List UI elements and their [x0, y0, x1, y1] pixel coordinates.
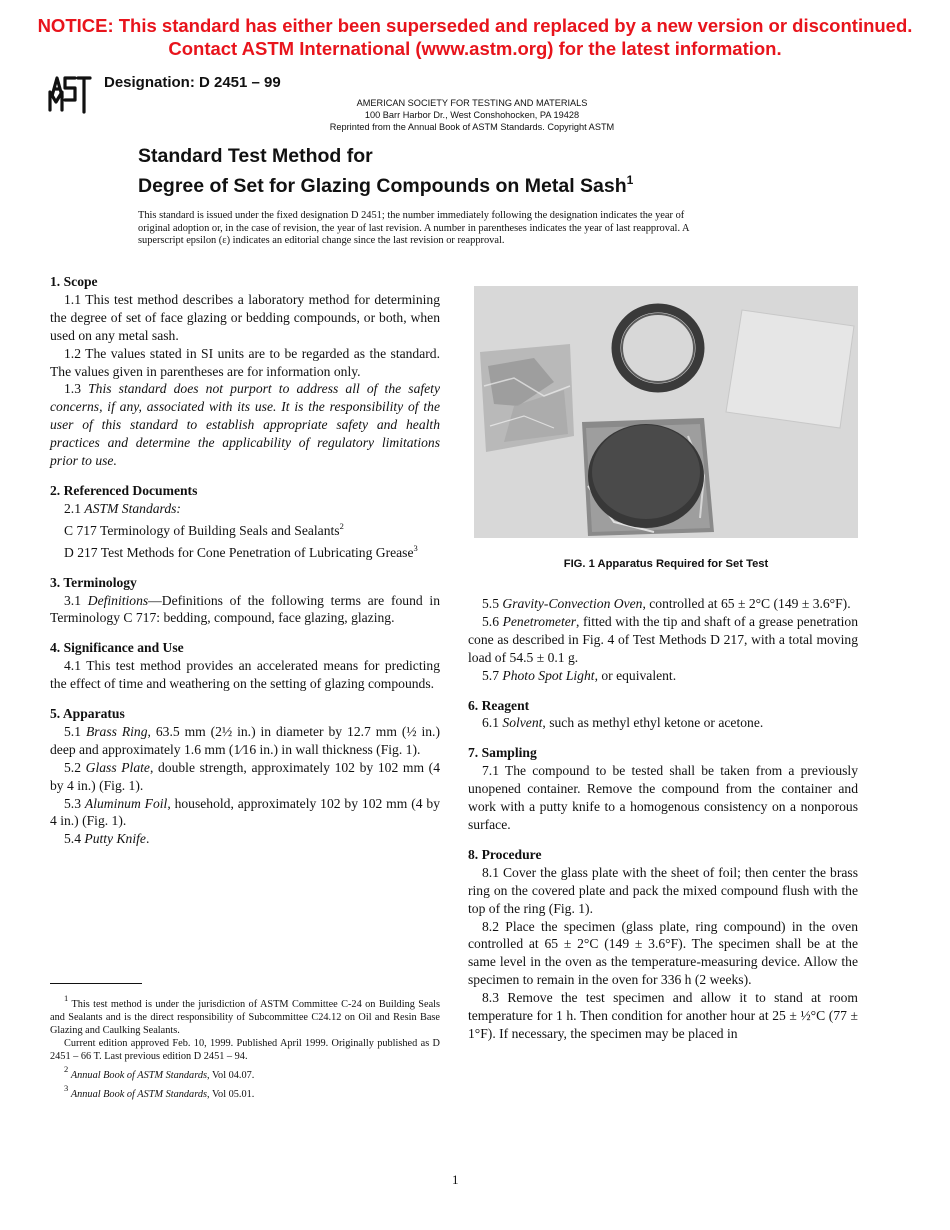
paragraph: 6.1 Solvent, such as methyl ethyl ketone or acetone. — [482, 715, 764, 731]
reference-item: D 217 Test Methods for Cone Penetration of Lubricating Grease$^3$ — [64, 542, 418, 560]
figure-caption: FIG. 1 Apparatus Required for Set Test — [563, 558, 769, 570]
paragraph: 8.2 Place the specimen (glass plate, ring compound) in the oven controlled at 65 ± 2°C (149 ± 3.6°F). The specimen shall be at the same level in the oven as the temperature-measuring device. Allow the specimen to remain in the oven for 336 h (2 weeks). — [468, 918, 858, 988]
section-heading: 3. Terminology — [50, 574, 137, 590]
paragraph: 5.5 Gravity-Convection Oven, controlled at 65 ± 2°C (149 ± 3.6°F). — [482, 596, 851, 611]
notice-line-2: Contact ASTM International (www.astm.org) for the latest information. — [168, 38, 782, 59]
section-heading: 2. Referenced Documents — [50, 482, 198, 498]
footnotes — [50, 992, 440, 1101]
title-line-1: Standard Test Method for — [138, 145, 373, 167]
paragraph: 5.6 Penetrometer, fitted with the tip and shaft of a grease penetration cone as described in Fig. 4 of Test Methods D 217, with a total moving load of 54.5 ± 0.1 g. — [468, 613, 859, 665]
paragraph: 5.3 Aluminum Foil, household, approximately 102 by 102 mm (4 by 4 in.) (Fig. 1). — [50, 795, 440, 829]
footnote: $^3$ Annual Book of ASTM Standards, Vol 05.01. — [64, 1083, 255, 1100]
footnote-rule — [50, 983, 142, 984]
reprint-notice: Reprinted from the Annual Book of ASTM Standards. Copyright ASTM — [329, 122, 615, 132]
section-heading: 4. Significance and Use — [50, 640, 184, 656]
paragraph: 1.2 The values stated in SI units are to be regarded as the standard. The values given in parentheses are for information only. — [50, 345, 440, 379]
section-heading: 7. Sampling — [468, 745, 537, 761]
footnote: $^1$ This test method is under the jurisdiction of ASTM Committee C-24 on Building Seals and Sealants and is the direct responsibility of Subcommittee C24.12 on Oil and Resin Base Glazing and Caulking Sealants. — [50, 993, 441, 1036]
footnote: Current edition approved Feb. 10, 1999. Published April 1999. Originally published as D 2451 – 66 T. Last previous edition D 2451 – 94. — [50, 1038, 440, 1062]
society-name: AMERICAN SOCIETY FOR TESTING AND MATERIALS — [356, 98, 588, 108]
paragraph: 7.1 The compound to be tested shall be taken from a previously unopened container. Remove the compound from the container and work with a putty knife to a homogenous consistency on a nonporous surface. — [468, 763, 858, 832]
right-column — [468, 595, 858, 1043]
paragraph: 1.1 This test method describes a laboratory method for determining the degree of set of face glazing or bedding compounds, or both, when used on any metal sash. — [50, 291, 440, 343]
paragraph: 8.3 Remove the test specimen and allow it to stand at room temperature for 1 h. Then condition for another hour at 25 ± ½°C (77 ± 1°F). If necessary, the specimen may be placed in — [468, 990, 858, 1041]
section-heading: 8. Procedure — [468, 846, 542, 862]
paragraph: 5.1 Brass Ring, 63.5 mm (2½ in.) in diameter by 12.7 mm (½ in.) deep and approximately 1.6 mm (1⁄16 in.) in wall thickness (Fig. 1). — [50, 723, 440, 757]
left-column — [50, 273, 440, 848]
paragraph: 2.1 ASTM Standards: — [64, 500, 181, 516]
footnote: $^2$ Annual Book of ASTM Standards, Vol 04.07. — [64, 1064, 255, 1081]
paragraph: 8.1 Cover the glass plate with the sheet of foil; then center the brass ring on the covered plate and pack the mixed compound flush with the top of the ring (Fig. 1). — [468, 864, 858, 916]
society-address: 100 Barr Harbor Dr., West Conshohocken, PA 19428 — [364, 110, 580, 120]
paragraph: 5.2 Glass Plate, double strength, approximately 102 by 102 mm (4 by 4 in.) (Fig. 1). — [50, 759, 440, 793]
paragraph: 5.4 Putty Knife. — [64, 831, 150, 847]
astm-logo-icon — [48, 66, 96, 114]
glass-plate — [726, 310, 854, 428]
paragraph: 4.1 This test method provides an accelerated means for predicting the effect of time and weathering on the setting of glazing compounds. — [50, 658, 440, 692]
page-number: 1 — [452, 1172, 459, 1187]
apparatus-photo — [474, 286, 858, 538]
paragraph: 1.3 This standard does not purport to address all of the safety concerns, if any, associated with its use. It is the responsibility of the user of this standard to establish appropriate safety and health practices and determine the applicability of regulatory limitations prior to use. — [50, 381, 440, 469]
section-heading: 5. Apparatus — [50, 706, 125, 722]
paragraph: 3.1 Definitions—Definitions of the following terms are found in Terminology C 717: bedding, compound, face glazing, glazing. — [50, 592, 440, 626]
notice-line-1: NOTICE: This standard has either been superseded and replaced by a new version or discontinued. — [37, 15, 913, 36]
reference-item: C 717 Terminology of Building Seals and Sealants$^2$ — [64, 520, 344, 538]
issued-statement: This standard is issued under the fixed designation D 2451; the number immediately following the designation indicates the year of original adoption or, in the case of revision, the year of last revision. A number in parentheses indicates the year of last reapproval. A superscript epsilon (ε) indicates an editorial change since the last revision or reapproval. — [138, 210, 690, 247]
title-line-2: Degree of Set for Glazing Compounds on Metal Sash$^1$ — [138, 173, 634, 197]
designation: Designation: D 2451 – 99 — [104, 74, 281, 91]
section-heading: 1. Scope — [50, 274, 98, 289]
section-heading: 6. Reagent — [468, 697, 530, 713]
paragraph: 5.7 Photo Spot Light, or equivalent. — [482, 667, 677, 683]
